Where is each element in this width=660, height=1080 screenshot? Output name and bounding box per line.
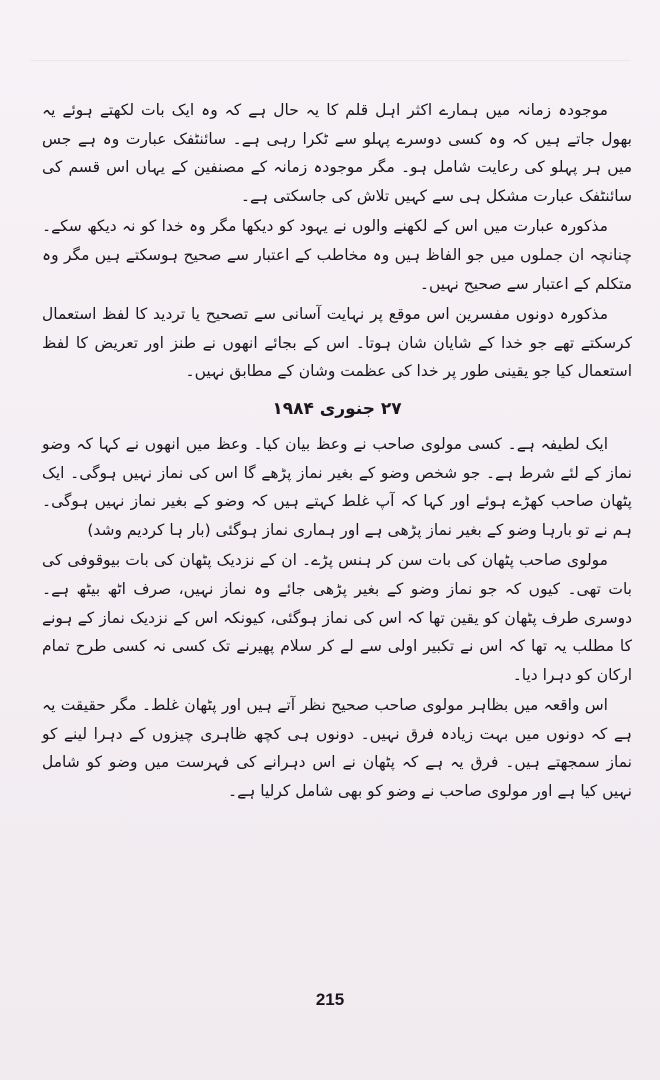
paragraph: مولوی صاحب پٹھان کی بات سن کر ہنس پڑے۔ ان کے نزدیک پٹھان کی بات بیوقوفی کی بات تھی۔ کیوں کہ جو نماز وضو کے بغیر پڑھی جائے وہ نماز نہیں، صرف اٹھ بیٹھ ہے۔ دوسری طرف پٹھان کو یقین تھا کہ اس کی نماز ہوگئی، کیونکہ اس کے نزدیک نماز کے ہونے کا مطلب یہ تھا کہ اس نے تکبیر اولی سے لے کر سلام پھیرنے تک کسی نہ کسی طرح تمام ارکان کو دہرا دیا۔ (42, 551, 632, 684)
paragraph: مذکورہ عبارت میں اس کے لکھنے والوں نے یہود کو دیکھا مگر وہ خدا کو نہ دیکھ سکے۔ چنانچہ ان جملوں میں جو الفاظ ہیں وہ مخاطب کے اعتبار سے صحیح ہوسکتے ہیں مگر وہ متکلم کے اعتبار سے صحیح نہیں۔ (42, 217, 632, 293)
text-column (42, 96, 632, 806)
faint-rule (30, 60, 630, 61)
page-number: 215 (315, 990, 345, 1009)
paragraph: موجودہ زمانہ میں ہمارے اکثر اہل قلم کا یہ حال ہے کہ وہ ایک بات لکھتے ہوئے یہ بھول جاتے ہیں کہ وہ کسی دوسرے پہلو سے ٹکرا رہی ہے۔ سائنٹفک عبارت وہ ہے جس میں ہر پہلو کی رعایت شامل ہو۔ مگر موجودہ زمانہ کے مصنفین کے یہاں اس قسم کی سائنٹفک عبارت مشکل ہی سے کہیں تلاش کی جاسکتی ہے۔ (42, 101, 632, 205)
date-heading: ۲۷ جنوری ۱۹۸۴ (272, 398, 402, 419)
paragraph: مذکورہ دونوں مفسرین اس موقع پر نہایت آسانی سے تصحیح یا تردید کا لفظ استعمال کرسکتے تھے جو خدا کے شایان شان ہوتا۔ اس کے بجائے انھوں نے طنز اور تعریض کا لفظ استعمال کیا جو یقینی طور پر خدا کی عظمت وشان کے مطابق نہیں۔ (42, 305, 632, 381)
paragraph: ایک لطیفہ ہے۔ کسی مولوی صاحب نے وعظ بیان کیا۔ وعظ میں انھوں نے کہا کہ وضو نماز کے لئے شرط ہے۔ جو شخص وضو کے بغیر نماز پڑھے گا اس کی نماز نہیں ہوگی۔ ایک پٹھان صاحب کھڑے ہوئے اور کہا کہ آپ غلط کہتے ہیں کہ وضو کے بغیر نماز نہیں ہوگی۔ ہم نے تو بارہا وضو کے بغیر نماز پڑھی ہے اور ہماری نماز ہوگئی (بار ہا کردیم وشد) (42, 434, 632, 539)
paragraph: اس واقعہ میں بظاہر مولوی صاحب صحیح نظر آتے ہیں اور پٹھان غلط۔ مگر حقیقت یہ ہے کہ دونوں میں بہت زیادہ فرق نہیں۔ دونوں ہی کچھ ظاہری چیزوں کے دہرا لینے کو نماز سمجھتے ہیں۔ فرق یہ ہے کہ پٹھان نے اس دہرانے کی فہرست میں وضو کو شامل نہیں کیا ہے اور مولوی صاحب نے وضو کو بھی شامل کرلیا ہے۔ (42, 696, 632, 801)
